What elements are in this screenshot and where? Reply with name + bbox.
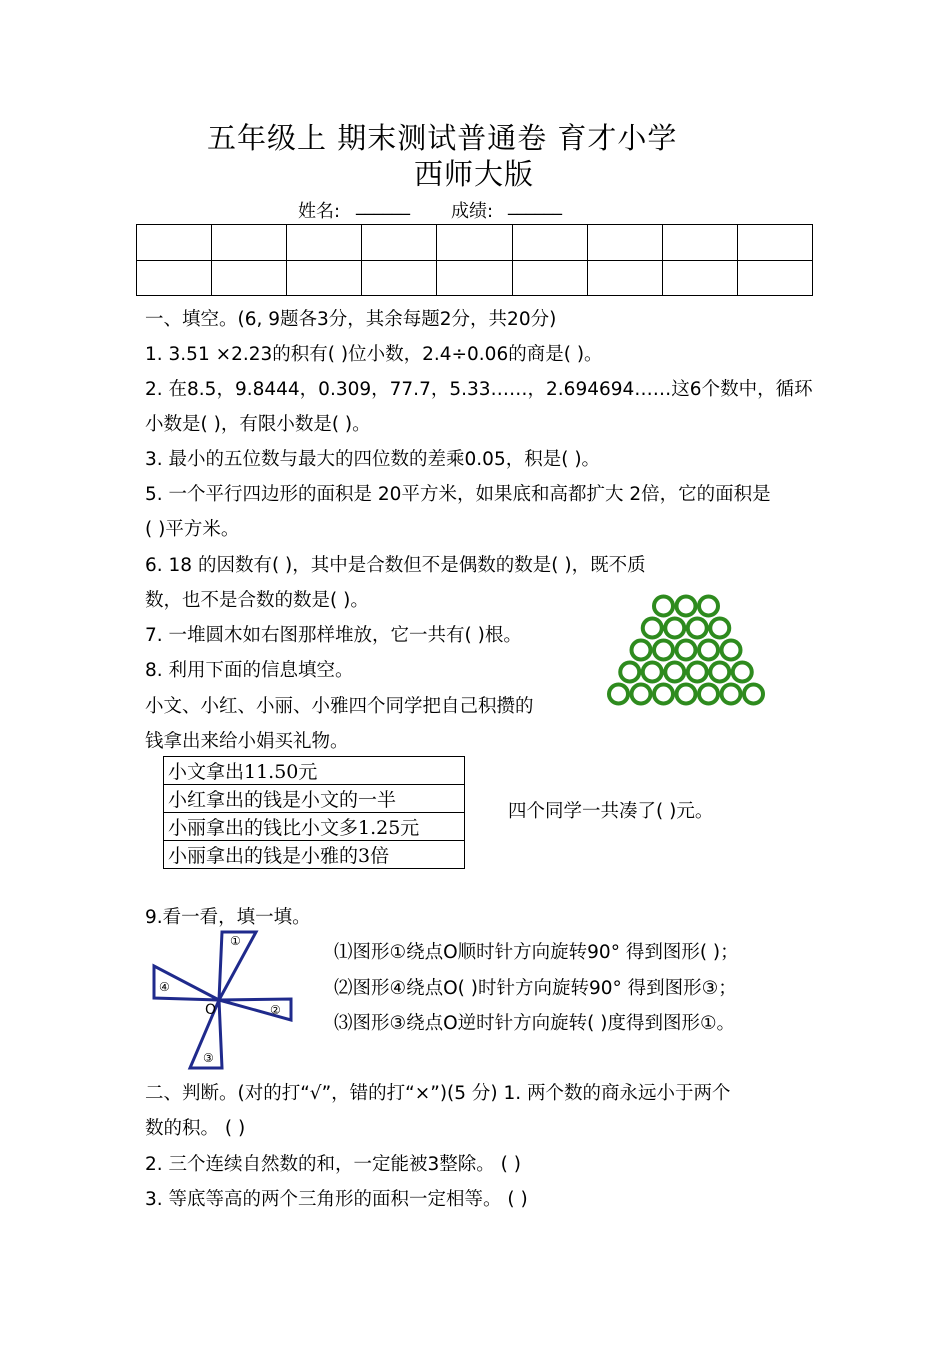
score-label: 成绩: (451, 201, 494, 222)
log-circle (632, 641, 651, 660)
score-cell[interactable] (362, 260, 437, 296)
log-circle (643, 619, 662, 638)
score-cell[interactable] (362, 225, 437, 261)
score-cell[interactable] (662, 260, 737, 296)
score-table-row (137, 225, 813, 261)
question-5-line1: 5. 一个平行四边形的面积是 20平方米，如果底和高都扩大 2倍，它的面积是 (145, 484, 771, 505)
question-8-answer: 四个同学一共凑了( )元。 (508, 801, 714, 822)
score-table-row (137, 260, 813, 296)
log-circle (699, 641, 718, 660)
log-circle (654, 641, 673, 660)
score-cell[interactable] (587, 225, 662, 261)
title-line2: 西师大版 (414, 157, 535, 191)
table-row (164, 813, 465, 841)
table-row (164, 785, 465, 813)
rotation-figure (150, 928, 298, 1072)
log-circle (722, 685, 741, 704)
title-line1: 五年级上 期末测试普通卷 育才小学 (207, 121, 678, 155)
score-cell[interactable] (137, 260, 212, 296)
log-circle (722, 641, 741, 660)
log-circle (654, 597, 673, 616)
table-cell: 小文拿出11.50元 (164, 757, 465, 785)
table-cell: 小红拿出的钱是小文的一半 (164, 785, 465, 813)
label-t2: ② (270, 1003, 281, 1017)
question-8-desc-line2: 钱拿出来给小娟买礼物。 (145, 731, 349, 752)
label-center: O (205, 1002, 217, 1018)
question-7: 7. 一堆圆木如右图那样堆放，它一共有( )根。 (145, 625, 522, 646)
question-6-line1: 6. 18 的因数有( )，其中是合数但不是偶数的数是( )，既不质 (145, 555, 646, 576)
label-t4: ④ (159, 980, 170, 994)
score-cell[interactable] (737, 260, 812, 296)
score-cell[interactable] (437, 225, 512, 261)
log-circle (710, 663, 729, 682)
log-circle (688, 663, 707, 682)
log-circle (677, 641, 696, 660)
score-cell[interactable] (287, 260, 362, 296)
question-2-line2: 小数是( )，有限小数是( )。 (145, 414, 371, 435)
log-circle (654, 685, 673, 704)
label-t1: ① (230, 934, 241, 948)
name-label: 姓名: (298, 201, 341, 222)
score-cell[interactable] (512, 260, 587, 296)
log-circle (699, 685, 718, 704)
log-circle (620, 663, 639, 682)
log-circle (677, 685, 696, 704)
log-circle (699, 597, 718, 616)
score-cell[interactable] (587, 260, 662, 296)
score-cell[interactable] (287, 225, 362, 261)
log-circle (744, 685, 763, 704)
log-circle (733, 663, 752, 682)
log-circle (632, 685, 651, 704)
money-info-table (163, 756, 465, 869)
score-cell[interactable] (212, 260, 287, 296)
log-circle (609, 685, 628, 704)
log-circle (643, 663, 662, 682)
section2-heading-line2: 数的积。 ( ) (145, 1118, 246, 1139)
log-circle (710, 619, 729, 638)
question-8-desc-line1: 小文、小红、小丽、小雅四个同学把自己积攒的 (145, 696, 534, 717)
section1-heading: 一、填空。(6, 9题各3分，其余每题2分，共20分) (145, 309, 557, 330)
question-1: 1. 3.51 ×2.23的积有( )位小数，2.4÷0.06的商是( )。 (145, 344, 603, 365)
label-t3: ③ (203, 1051, 214, 1065)
question-5-line2: ( )平方米。 (145, 519, 240, 540)
question-9-heading: 9.看一看，填一填。 (145, 907, 311, 928)
question-9-item1: ⑴图形①绕点O顺时针方向旋转90° 得到图形( )； (334, 942, 739, 963)
question-8: 8. 利用下面的信息填空。 (145, 660, 354, 681)
question-2-line1: 2. 在8.5，9.8444，0.309，77.7，5.33……，2.694694……这6个数中，循环 (145, 379, 813, 400)
score-cell[interactable] (662, 225, 737, 261)
log-circle (665, 663, 684, 682)
log-pile-figure (590, 592, 790, 720)
section2-heading-line1: 二、判断。(对的打“√”，错的打“×”)(5 分) 1. 两个数的商永远小于两个 (145, 1083, 731, 1104)
judge-question-2: 2. 三个连续自然数的和，一定能被3整除。 ( ) (145, 1154, 521, 1175)
name-blank[interactable]: ______ (356, 195, 410, 216)
question-6-line2: 数，也不是合数的数是( )。 (145, 590, 369, 611)
log-circle (688, 619, 707, 638)
log-circle (677, 597, 696, 616)
score-cell[interactable] (137, 225, 212, 261)
table-cell: 小丽拿出的钱比小文多1.25元 (164, 813, 465, 841)
question-9-item2: ⑵图形④绕点O( )时针方向旋转90° 得到图形③； (334, 978, 737, 999)
table-cell: 小丽拿出的钱是小雅的3倍 (164, 841, 465, 869)
table-row (164, 841, 465, 869)
score-blank[interactable]: ______ (508, 195, 562, 216)
score-cell[interactable] (512, 225, 587, 261)
score-table (136, 224, 813, 296)
judge-question-3: 3. 等底等高的两个三角形的面积一定相等。 ( ) (145, 1189, 528, 1210)
table-row (164, 757, 465, 785)
score-cell[interactable] (737, 225, 812, 261)
log-circle (665, 619, 684, 638)
question-9-item3: ⑶图形③绕点O逆时针方向旋转( )度得到图形①。 (334, 1013, 736, 1034)
score-cell[interactable] (437, 260, 512, 296)
score-cell[interactable] (212, 225, 287, 261)
question-3: 3. 最小的五位数与最大的四位数的差乘0.05，积是( )。 (145, 449, 601, 470)
